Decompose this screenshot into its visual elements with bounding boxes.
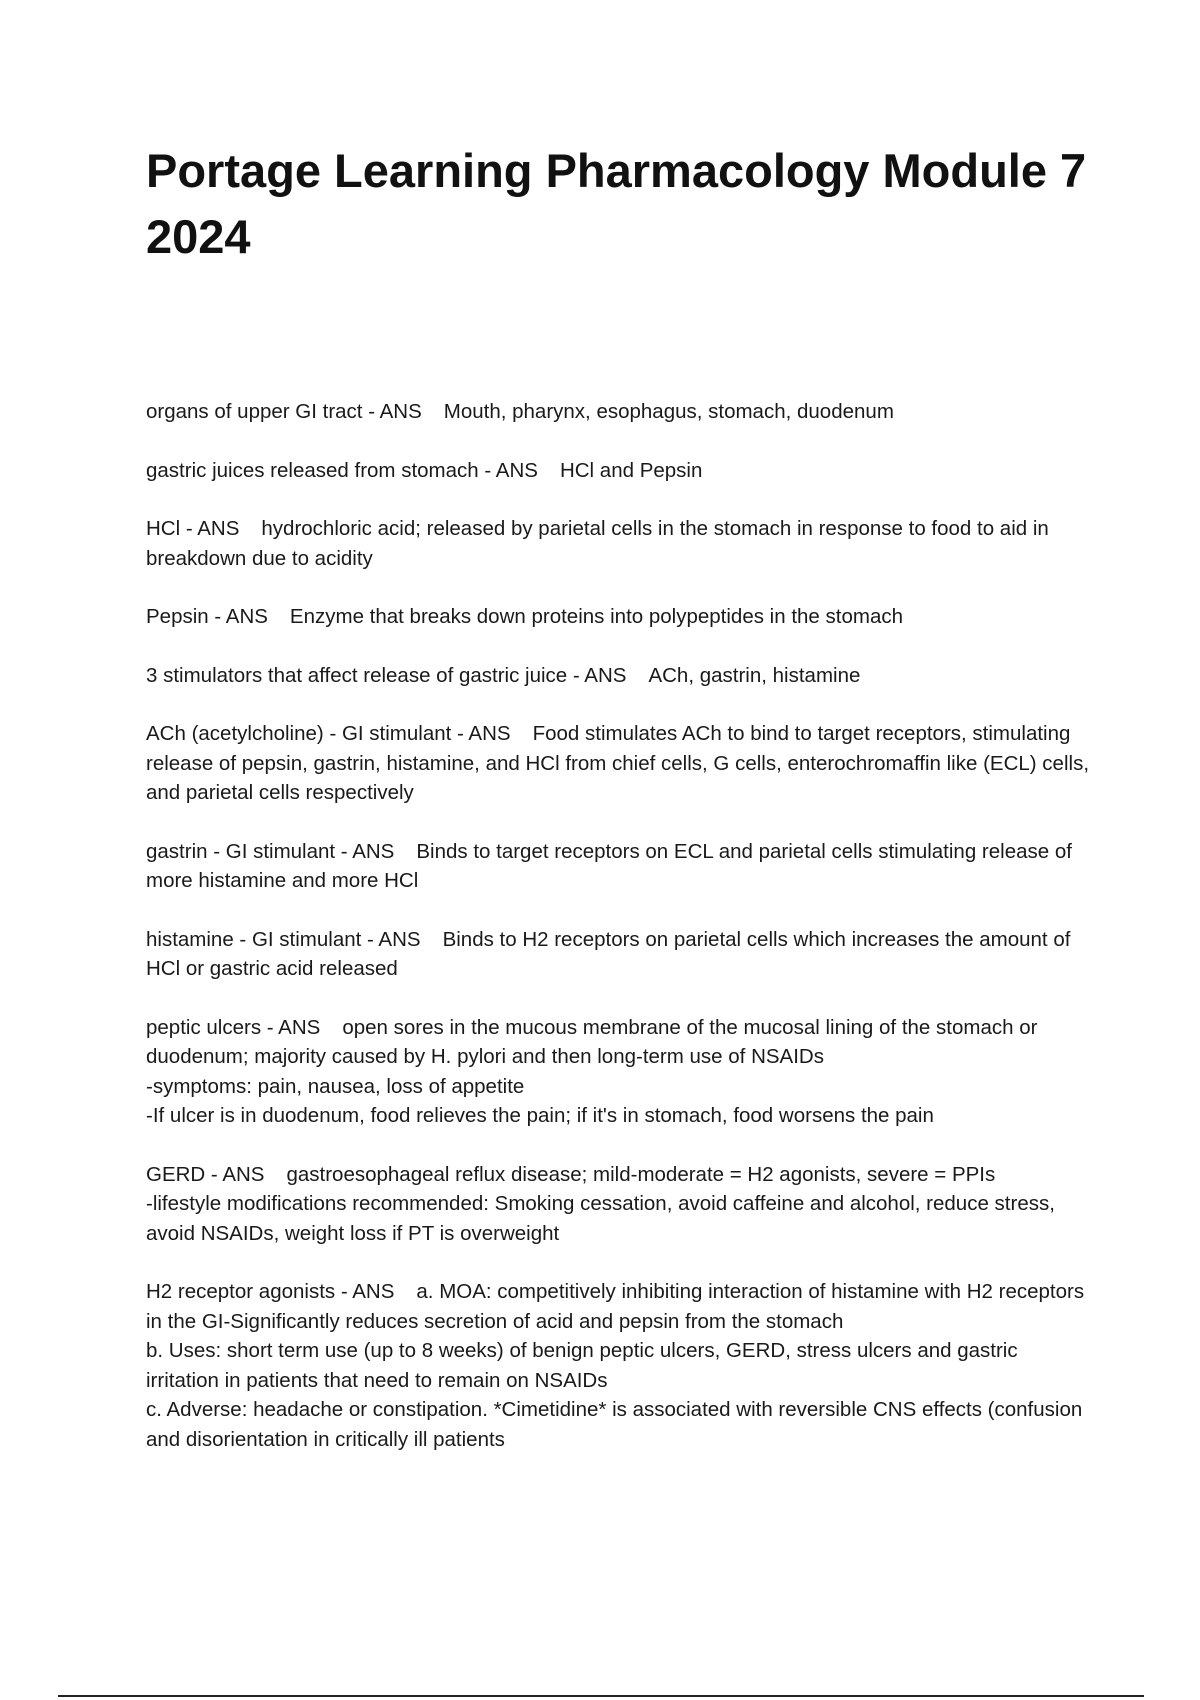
flashcard-answer-line: b. Uses: short term use (up to 8 weeks) of benign peptic ulcers, GERD, stress ulcers and gastric irritation in patients that need to remain on NSAIDs: [146, 1339, 1024, 1392]
flashcard-entry: [146, 397, 1091, 427]
flashcard-term: organs of upper GI tract - ANS: [146, 400, 422, 423]
flashcard-answer: Enzyme that breaks down proteins into polypeptides in the stomach: [289, 605, 903, 628]
flashcard-answer: Mouth, pharynx, esophagus, stomach, duodenum: [443, 400, 894, 423]
flashcard-entry: [146, 1013, 1091, 1131]
flashcard-entry: [146, 837, 1091, 896]
flashcard-answer: open sores in the mucous membrane of the mucosal lining of the stomach or duodenum; majority caused by H. pylori and then long-term use of NSAIDs: [146, 1015, 1044, 1068]
flashcard-entry: [146, 514, 1091, 573]
flashcard-term: gastric juices released from stomach - ANS: [146, 458, 538, 482]
flashcard-answer: hydrochloric acid; released by parietal cells in the stomach in response to food to aid in breakdown due to acidity: [146, 517, 1055, 570]
flashcard-answer: ACh, gastrin, histamine: [648, 663, 861, 687]
flashcard-answer: a. MOA: competitively inhibiting interaction of histamine with H2 receptors in the GI-Significantly reduces secretion of acid and pepsin from the stomach: [146, 1280, 1090, 1333]
document-title: Portage Learning Pharmacology Module 7 2024: [146, 144, 1087, 263]
flashcard-term: 3 stimulators that affect release of gastric juice - ANS: [146, 663, 627, 687]
flashcard-term: Pepsin - ANS: [146, 605, 268, 628]
flashcard-entry: [146, 602, 1091, 632]
flashcard-term: H2 receptor agonists - ANS: [146, 1280, 395, 1303]
flashcard-answer-line: -If ulcer is in duodenum, food relieves the pain; if it's in stomach, food worsens the pain: [146, 1104, 934, 1127]
flashcard-answer-line: c. Adverse: headache or constipation. *Cimetidine* is associated with reversible CNS effects (confusion and disorientation in critically ill patients: [146, 1398, 1088, 1451]
flashcard-answer: gastroesophageal reflux disease; mild-moderate = H2 agonists, severe = PPIs: [286, 1162, 996, 1186]
flashcard-term: GERD - ANS: [146, 1162, 265, 1186]
flashcard-answer: HCl and Pepsin: [559, 458, 703, 482]
flashcard-term: ACh (acetylcholine) - GI stimulant - ANS: [146, 722, 511, 745]
page-bottom-divider: [58, 1695, 1144, 1697]
flashcard-term: histamine - GI stimulant - ANS: [146, 927, 421, 951]
flashcard-term: peptic ulcers - ANS: [146, 1015, 321, 1039]
flashcard-answer: Binds to target receptors on ECL and parietal cells stimulating release of more histamine and more HCl: [146, 839, 1078, 892]
flashcard-entry: [146, 925, 1091, 984]
flashcard-entry: [146, 1277, 1091, 1454]
flashcard-answer: Binds to H2 receptors on parietal cells which increases the amount of HCl or gastric acid released: [146, 927, 1077, 980]
flashcard-entry: [146, 1160, 1091, 1249]
flashcard-entry: [146, 719, 1095, 808]
flashcard-list: [146, 397, 1095, 1483]
flashcard-entry: [146, 661, 1091, 691]
flashcard-answer: Food stimulates ACh to bind to target receptors, stimulating release of pepsin, gastrin, histamine, and HCl from chief cells, G cells, enterochromaffin like (ECL) cells, and parietal cells respectively: [146, 722, 1095, 804]
flashcard-answer-line: -symptoms: pain, nausea, loss of appetite: [146, 1074, 525, 1098]
flashcard-answer-line: -lifestyle modifications recommended: Smoking cessation, avoid caffeine and alcohol, reduce stress, avoid NSAIDs, weight loss if PT is overweight: [146, 1192, 1061, 1245]
flashcard-term: HCl - ANS: [146, 517, 240, 540]
flashcard-term: gastrin - GI stimulant - ANS: [146, 839, 395, 863]
flashcard-entry: [146, 456, 1091, 486]
